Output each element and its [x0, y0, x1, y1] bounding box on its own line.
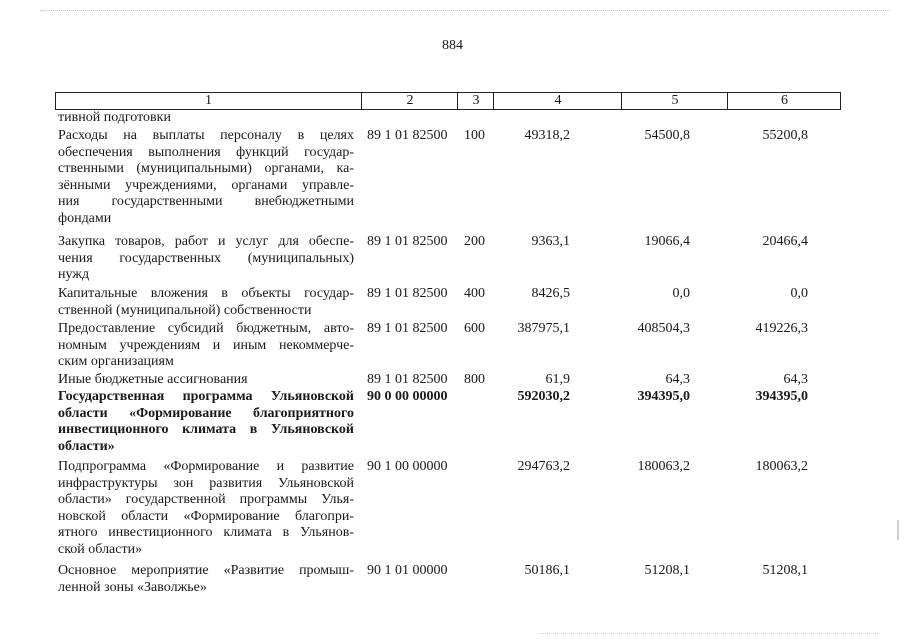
row-description	[58, 372, 354, 389]
amount-col-4: 61,9	[545, 372, 570, 387]
header-col-4: 4	[493, 93, 622, 109]
description-line: ственными (муниципальными) органами, ка-	[58, 161, 354, 176]
description-line: Закупка товаров, работ и услуг для обеспе-	[58, 234, 354, 249]
expense-type: 800	[464, 372, 485, 387]
description-line: Предоставление субсидий бюджетным, авто-	[58, 321, 354, 336]
scan-artifact-right	[897, 520, 899, 540]
target-code: 89 1 01 82500	[367, 321, 448, 336]
description-line: зёнными учреждениями, органами управле-	[58, 177, 354, 193]
expense-type: 100	[464, 128, 485, 143]
target-code: 89 1 01 82500	[367, 128, 448, 143]
row-description	[58, 110, 354, 127]
target-code: 90 0 00 00000	[367, 389, 448, 404]
description-line: ственной (муниципальной) собственности	[58, 302, 312, 318]
row-description	[58, 128, 354, 227]
description-line: новской области «Формирование благопри-	[58, 508, 354, 524]
description-line: чения государственных (муниципальных)	[58, 250, 354, 266]
description-line: области»	[58, 438, 115, 454]
description-line: ятного инвестиционного климата в Ульянов-	[58, 525, 354, 540]
amount-col-5: 408504,3	[637, 321, 690, 336]
header-col-2: 2	[361, 93, 458, 109]
description-line: Основное мероприятие «Развитие промыш-	[58, 563, 354, 578]
amount-col-4: 387975,1	[517, 321, 570, 336]
table-header	[55, 92, 841, 110]
description-line: номным учреждениям и иным некоммерче-	[58, 337, 354, 353]
description-line: Государственная программа Ульяновской	[58, 389, 354, 404]
description-line: Расходы на выплаты персоналу в целях	[58, 128, 354, 143]
row-description	[58, 286, 354, 319]
amount-col-5: 394395,0	[637, 389, 690, 404]
description-line: ским организациям	[58, 354, 174, 369]
description-line: области» государственной программы Улья-	[58, 492, 354, 507]
amount-col-5: 0,0	[672, 286, 690, 301]
description-line: инвестиционного климата в Ульяновской	[58, 422, 354, 437]
row-description	[58, 563, 354, 596]
description-line: ленной зоны «Заволжье»	[58, 579, 207, 595]
amount-col-5: 64,3	[665, 372, 690, 387]
amount-col-4: 9363,1	[531, 234, 570, 249]
page-number: 884	[442, 38, 463, 53]
row-description	[58, 459, 354, 558]
scan-artifact-bottom	[540, 631, 880, 634]
expense-type: 600	[464, 321, 485, 336]
row-description	[58, 234, 354, 284]
description-line: нужд	[58, 267, 90, 282]
target-code: 90 1 01 00000	[367, 563, 448, 578]
target-code: 90 1 00 00000	[367, 459, 448, 474]
header-col-6: 6	[727, 93, 841, 109]
target-code: 89 1 01 82500	[367, 372, 448, 387]
amount-col-5: 19066,4	[644, 234, 690, 249]
expense-type: 400	[464, 286, 485, 301]
amount-col-4: 49318,2	[524, 128, 570, 143]
scan-artifact-top	[40, 0, 890, 11]
row-description	[58, 321, 354, 371]
description-line: ния государственными внебюджетными	[58, 194, 354, 209]
amount-col-5: 180063,2	[637, 459, 690, 474]
amount-col-5: 51208,1	[644, 563, 690, 578]
row-description	[58, 389, 354, 455]
amount-col-4: 592030,2	[517, 389, 570, 404]
description-line: Капитальные вложения в объекты государ-	[58, 286, 354, 301]
header-col-1: 1	[205, 93, 212, 108]
expense-type: 200	[464, 234, 485, 249]
description-line: ской области»	[58, 541, 143, 557]
amount-col-4: 294763,2	[517, 459, 570, 474]
amount-col-6: 180063,2	[755, 459, 808, 474]
amount-col-5: 54500,8	[644, 128, 690, 143]
amount-col-6: 64,3	[783, 372, 808, 387]
target-code: 89 1 01 82500	[367, 286, 448, 301]
amount-col-6: 419226,3	[755, 321, 808, 336]
description-line: фондами	[58, 210, 112, 226]
amount-col-4: 8426,5	[531, 286, 570, 301]
amount-col-6: 20466,4	[762, 234, 808, 249]
description-line: области «Формирование благоприятного	[58, 405, 354, 421]
amount-col-6: 394395,0	[755, 389, 808, 404]
header-col-5: 5	[621, 93, 728, 109]
description-line: тивной подготовки	[58, 110, 171, 125]
amount-col-4: 50186,1	[524, 563, 570, 578]
amount-col-6: 55200,8	[762, 128, 808, 143]
amount-col-6: 51208,1	[762, 563, 808, 578]
description-line: Иные бюджетные ассигнования	[58, 372, 248, 387]
description-line: инфраструктуры зон развития Ульяновской	[58, 475, 354, 491]
header-col-3: 3	[457, 93, 494, 109]
amount-col-6: 0,0	[790, 286, 808, 301]
target-code: 89 1 01 82500	[367, 234, 448, 249]
description-line: обеспечения выполнения функций государ-	[58, 144, 354, 160]
description-line: Подпрограмма «Формирование и развитие	[58, 459, 354, 474]
